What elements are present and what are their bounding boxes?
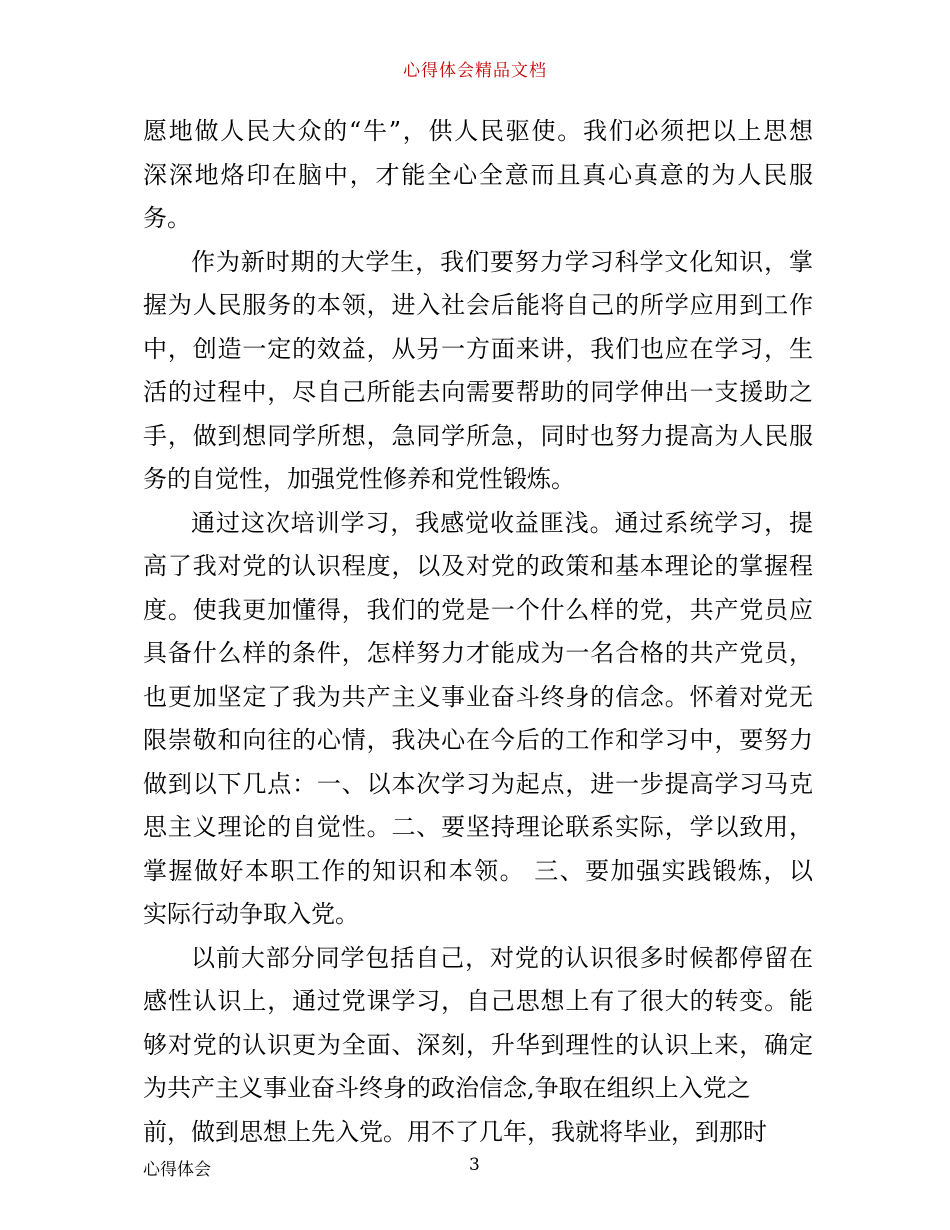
text-line: 愿地做人民大众的“牛”，供人民驱使。我们必须把以上思想	[143, 117, 813, 145]
text-line: 掌握做好本职工作的知识和本领。 三、要加强实践锻炼，以	[143, 856, 813, 885]
text-line: 手，做到想同学所想，急同学所急，同时也努力提高为人民服	[143, 421, 813, 450]
text-line: 务。	[143, 204, 191, 232]
text-line: 度。使我更加懂得，我们的党是一个什么样的党，共产党员应	[143, 595, 813, 624]
text-line: 实际行动争取入党。	[143, 900, 359, 928]
text-line: 中，创造一定的效益，从另一方面来讲，我们也应在学习，生	[143, 334, 813, 363]
page-header-title: 心得体会精品文档	[403, 61, 547, 81]
text-line: 握为人民服务的本领，进入社会后能将自己的所学应用到工作	[143, 291, 813, 319]
text-line: 高了我对党的认识程度，以及对党的政策和基本理论的掌握程	[143, 552, 813, 580]
text-line: 为共产主义事业奋斗终身的政治信念,争取在组织上入党之	[143, 1074, 751, 1102]
text-line: 做到以下几点：一、以本次学习为起点，进一步提高学习马克	[143, 769, 813, 798]
document-body	[143, 110, 813, 1154]
text-line: 感性认识上，通过党课学习，自己思想上有了很大的转变。能	[143, 987, 813, 1015]
page-footer-label: 心得体会	[143, 1160, 211, 1180]
text-line: 务的自觉性，加强党性修养和党性锻炼。	[143, 465, 575, 493]
text-line: 通过这次培训学习，我感觉收益匪浅。通过系统学习，提	[191, 508, 813, 537]
text-line: 思主义理论的自觉性。二、要坚持理论联系实际，学以致用，	[143, 813, 813, 841]
text-line: 具备什么样的条件，怎样努力才能成为一名合格的共产党员，	[143, 639, 813, 667]
text-line: 活的过程中，尽自己所能去向需要帮助的同学伸出一支援助之	[143, 378, 813, 406]
page-number: 3	[469, 1155, 480, 1175]
text-line: 以前大部分同学包括自己，对党的认识很多时候都停留在	[191, 943, 813, 972]
text-line: 也更加坚定了我为共产主义事业奋斗终身的信念。怀着对党无	[143, 682, 813, 711]
text-line: 作为新时期的大学生，我们要努力学习科学文化知识，掌	[191, 247, 813, 276]
text-line: 够对党的认识更为全面、深刻，升华到理性的认识上来，确定	[143, 1030, 813, 1059]
text-line: 限崇敬和向往的心情，我决心在今后的工作和学习中，要努力	[143, 726, 813, 754]
text-line: 前，做到思想上先入党。用不了几年，我就将毕业，到那时	[143, 1117, 767, 1146]
text-line: 深深地烙印在脑中，才能全心全意而且真心真意的为人民服	[143, 160, 813, 189]
